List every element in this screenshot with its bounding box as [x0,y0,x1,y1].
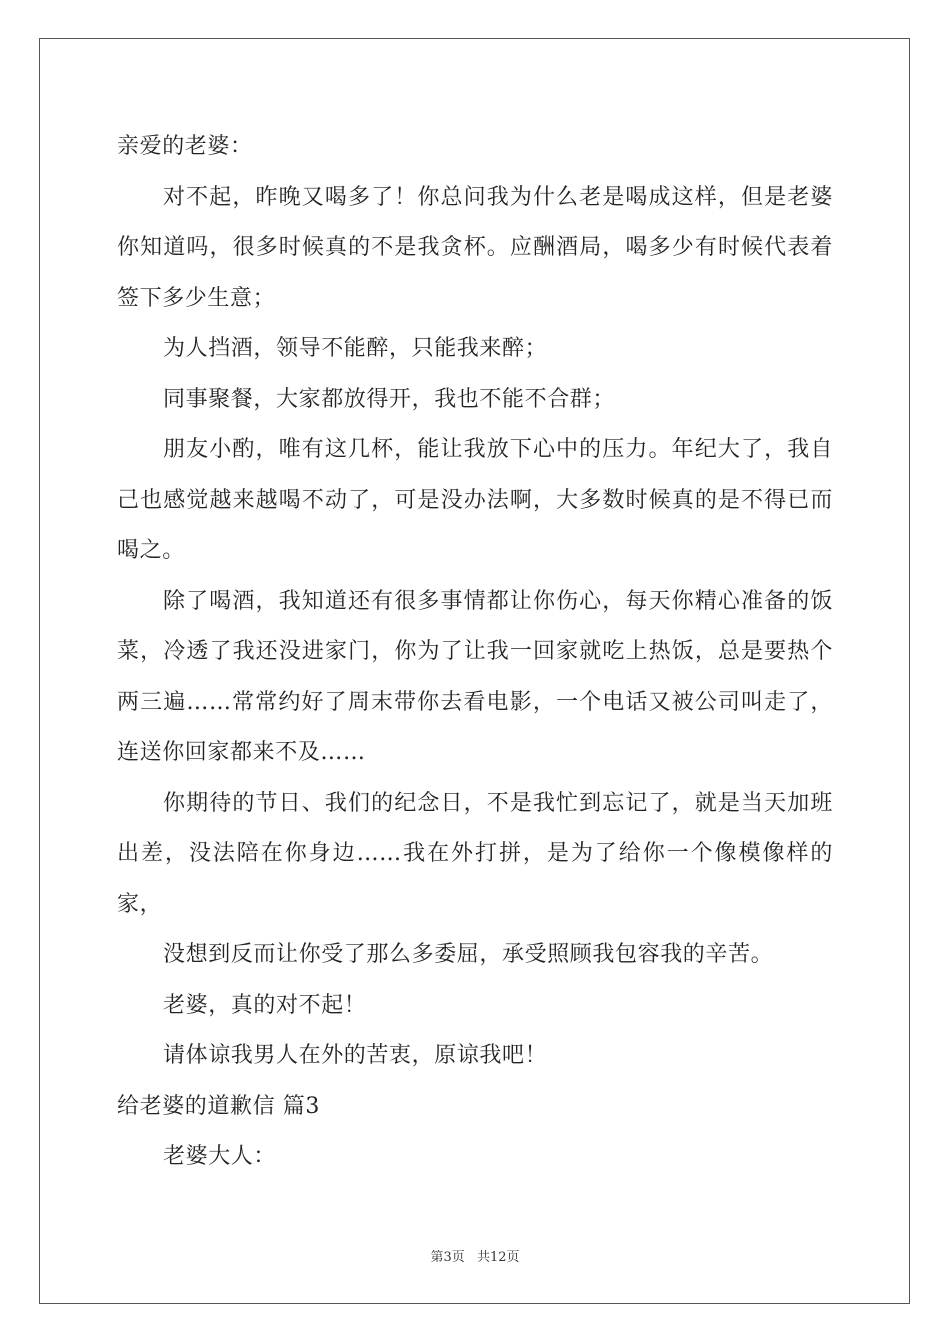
paragraph: 老婆，真的对不起！ [163,992,367,1018]
paragraph: 对不起，昨晚又喝多了！你总问我为什么老是喝成这样，但是老婆你知道吗，很多时候真的不是我贪杯。应酬酒局，喝多少有时候代表着签下多少生意； [117,184,833,311]
section-heading: 给老婆的道歉信 篇3 [117,1093,320,1119]
paragraph: 请体谅我男人在外的苦衷，原谅我吧！ [163,1043,548,1068]
paragraph: 你期待的节日、我们的纪念日，不是我忙到忘记了，就是当天加班出差，没法陪在你身边……我在外打拼，是为了给你一个像模像样的家， [117,790,833,917]
page-number: 第3页 [430,1250,465,1265]
paragraph: 同事聚餐，大家都放得开，我也不能不合群； [163,386,616,412]
paragraph: 没想到反而让你受了那么多委屈，承受照顾我包容我的辛苦。 [163,942,774,967]
salutation: 老婆大人： [163,1144,277,1169]
page-footer [0,1246,950,1265]
salutation: 亲爱的老婆： [117,134,253,159]
document-body [117,122,833,1183]
paragraph: 除了喝酒，我知道还有很多事情都让你伤心，每天你精心准备的饭菜，冷透了我还没进家门，你为了让我一回家就吃上热饭，总是要热个两三遍……常常约好了周末带你去看电影，一个电话又被公司叫走了，连送你回家都来不及…… [117,588,833,765]
paragraph: 为人挡酒，领导不能醉，只能我来醉； [163,336,548,361]
paragraph: 朋友小酌，唯有这几杯，能让我放下心中的压力。年纪大了，我自己也感觉越来越喝不动了，可是没办法啊，大多数时候真的是不得已而喝之。 [117,437,833,563]
page-total: 共12页 [476,1250,520,1265]
